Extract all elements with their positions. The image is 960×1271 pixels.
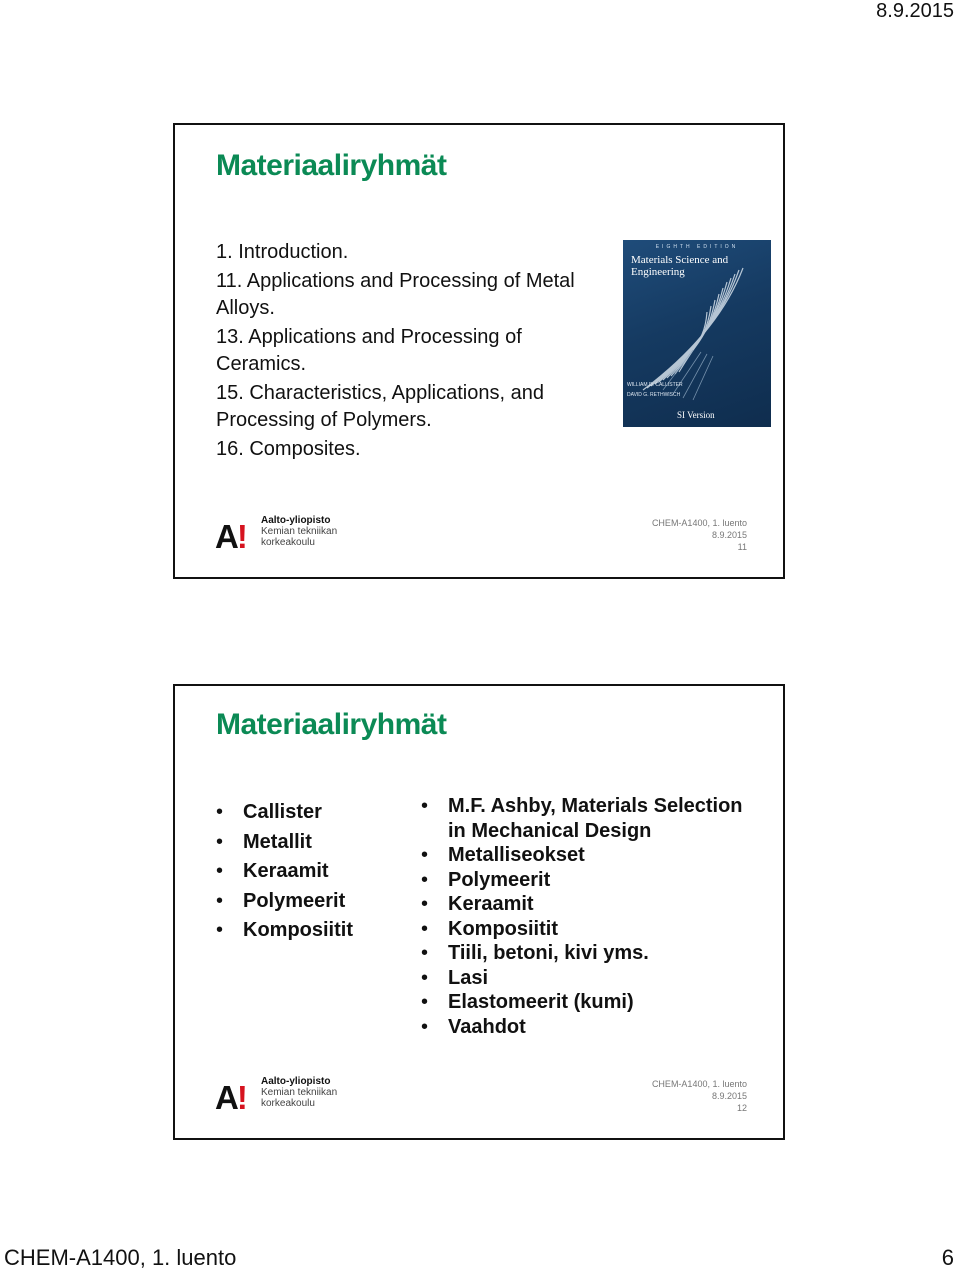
page-number: 6 xyxy=(941,1245,954,1270)
book-title: Materials Science and Engineering xyxy=(631,254,729,278)
slide-number: 12 xyxy=(736,1103,747,1113)
slide-footer-meta xyxy=(652,1078,747,1114)
aalto-logo-text: Aalto-yliopisto Kemian tekniikan korkeakoulu xyxy=(261,1076,338,1109)
book-edition: EIGHTH EDITION xyxy=(655,244,739,250)
list-item: • Lasi xyxy=(421,966,761,991)
list-item: • Keraamit xyxy=(421,892,761,917)
slide-number: 11 xyxy=(737,542,747,552)
list-item: • Metallit xyxy=(216,828,353,858)
page-footer-course: CHEM-A1400, 1. luento xyxy=(4,1245,237,1270)
list-item: • Tiili, betoni, kivi yms. xyxy=(421,941,761,966)
aalto-logo-mark: A! xyxy=(215,518,246,555)
list-item: • Polymeerit xyxy=(216,887,353,917)
slide-title: Materiaaliryhmät xyxy=(216,708,447,741)
slide-course: CHEM-A1400, 1. luento xyxy=(651,1079,747,1089)
slide-title: Materiaaliryhmät xyxy=(216,149,447,182)
slide-footer-meta xyxy=(652,517,747,553)
aalto-logo-mark: A! xyxy=(215,1079,246,1116)
bullet-list-left xyxy=(216,798,353,946)
list-item: • Callister xyxy=(216,798,353,828)
slide-course: CHEM-A1400, 1. luento xyxy=(651,518,747,528)
book-cover-image xyxy=(623,240,771,427)
aalto-logo xyxy=(215,1076,355,1116)
list-item: • M.F. Ashby, Materials Selection in Mechanical Design xyxy=(421,794,761,843)
list-item: • Elastomeerit (kumi) xyxy=(421,990,761,1015)
chapter-item: 1. Introduction. xyxy=(216,241,349,263)
book-author: WILLIAM D. CALLISTER xyxy=(627,382,683,388)
slide-date: 8.9.2015 xyxy=(711,530,747,540)
list-item: • Polymeerit xyxy=(421,868,761,893)
book-version: SI Version xyxy=(677,410,715,420)
list-item: • Komposiitit xyxy=(216,916,353,946)
book-author: DAVID G. RETHWISCH xyxy=(627,392,681,398)
chapter-item: 11. Applications and Processing of Metal Alloys. xyxy=(216,270,575,319)
list-item: • Keraamit xyxy=(216,857,353,887)
slide-11 xyxy=(173,123,785,579)
page-date: 8.9.2015 xyxy=(876,0,954,22)
aalto-logo-text: Aalto-yliopisto Kemian tekniikan korkeakoulu xyxy=(261,515,338,548)
chapter-list xyxy=(216,239,576,465)
list-item: • Komposiitit xyxy=(421,917,761,942)
aalto-logo xyxy=(215,515,355,555)
list-item: • Metalliseokset xyxy=(421,843,761,868)
chapter-item: 15. Characteristics, Applications, and Processing of Polymers. xyxy=(216,382,544,431)
list-item: • Vaahdot xyxy=(421,1015,761,1040)
book-authors xyxy=(627,380,683,400)
slide-12 xyxy=(173,684,785,1140)
chapter-item: 13. Applications and Processing of Ceramics. xyxy=(216,326,522,375)
chapter-item: 16. Composites. xyxy=(216,438,361,460)
slide-date: 8.9.2015 xyxy=(711,1091,747,1101)
bullet-list-right xyxy=(421,794,761,1039)
